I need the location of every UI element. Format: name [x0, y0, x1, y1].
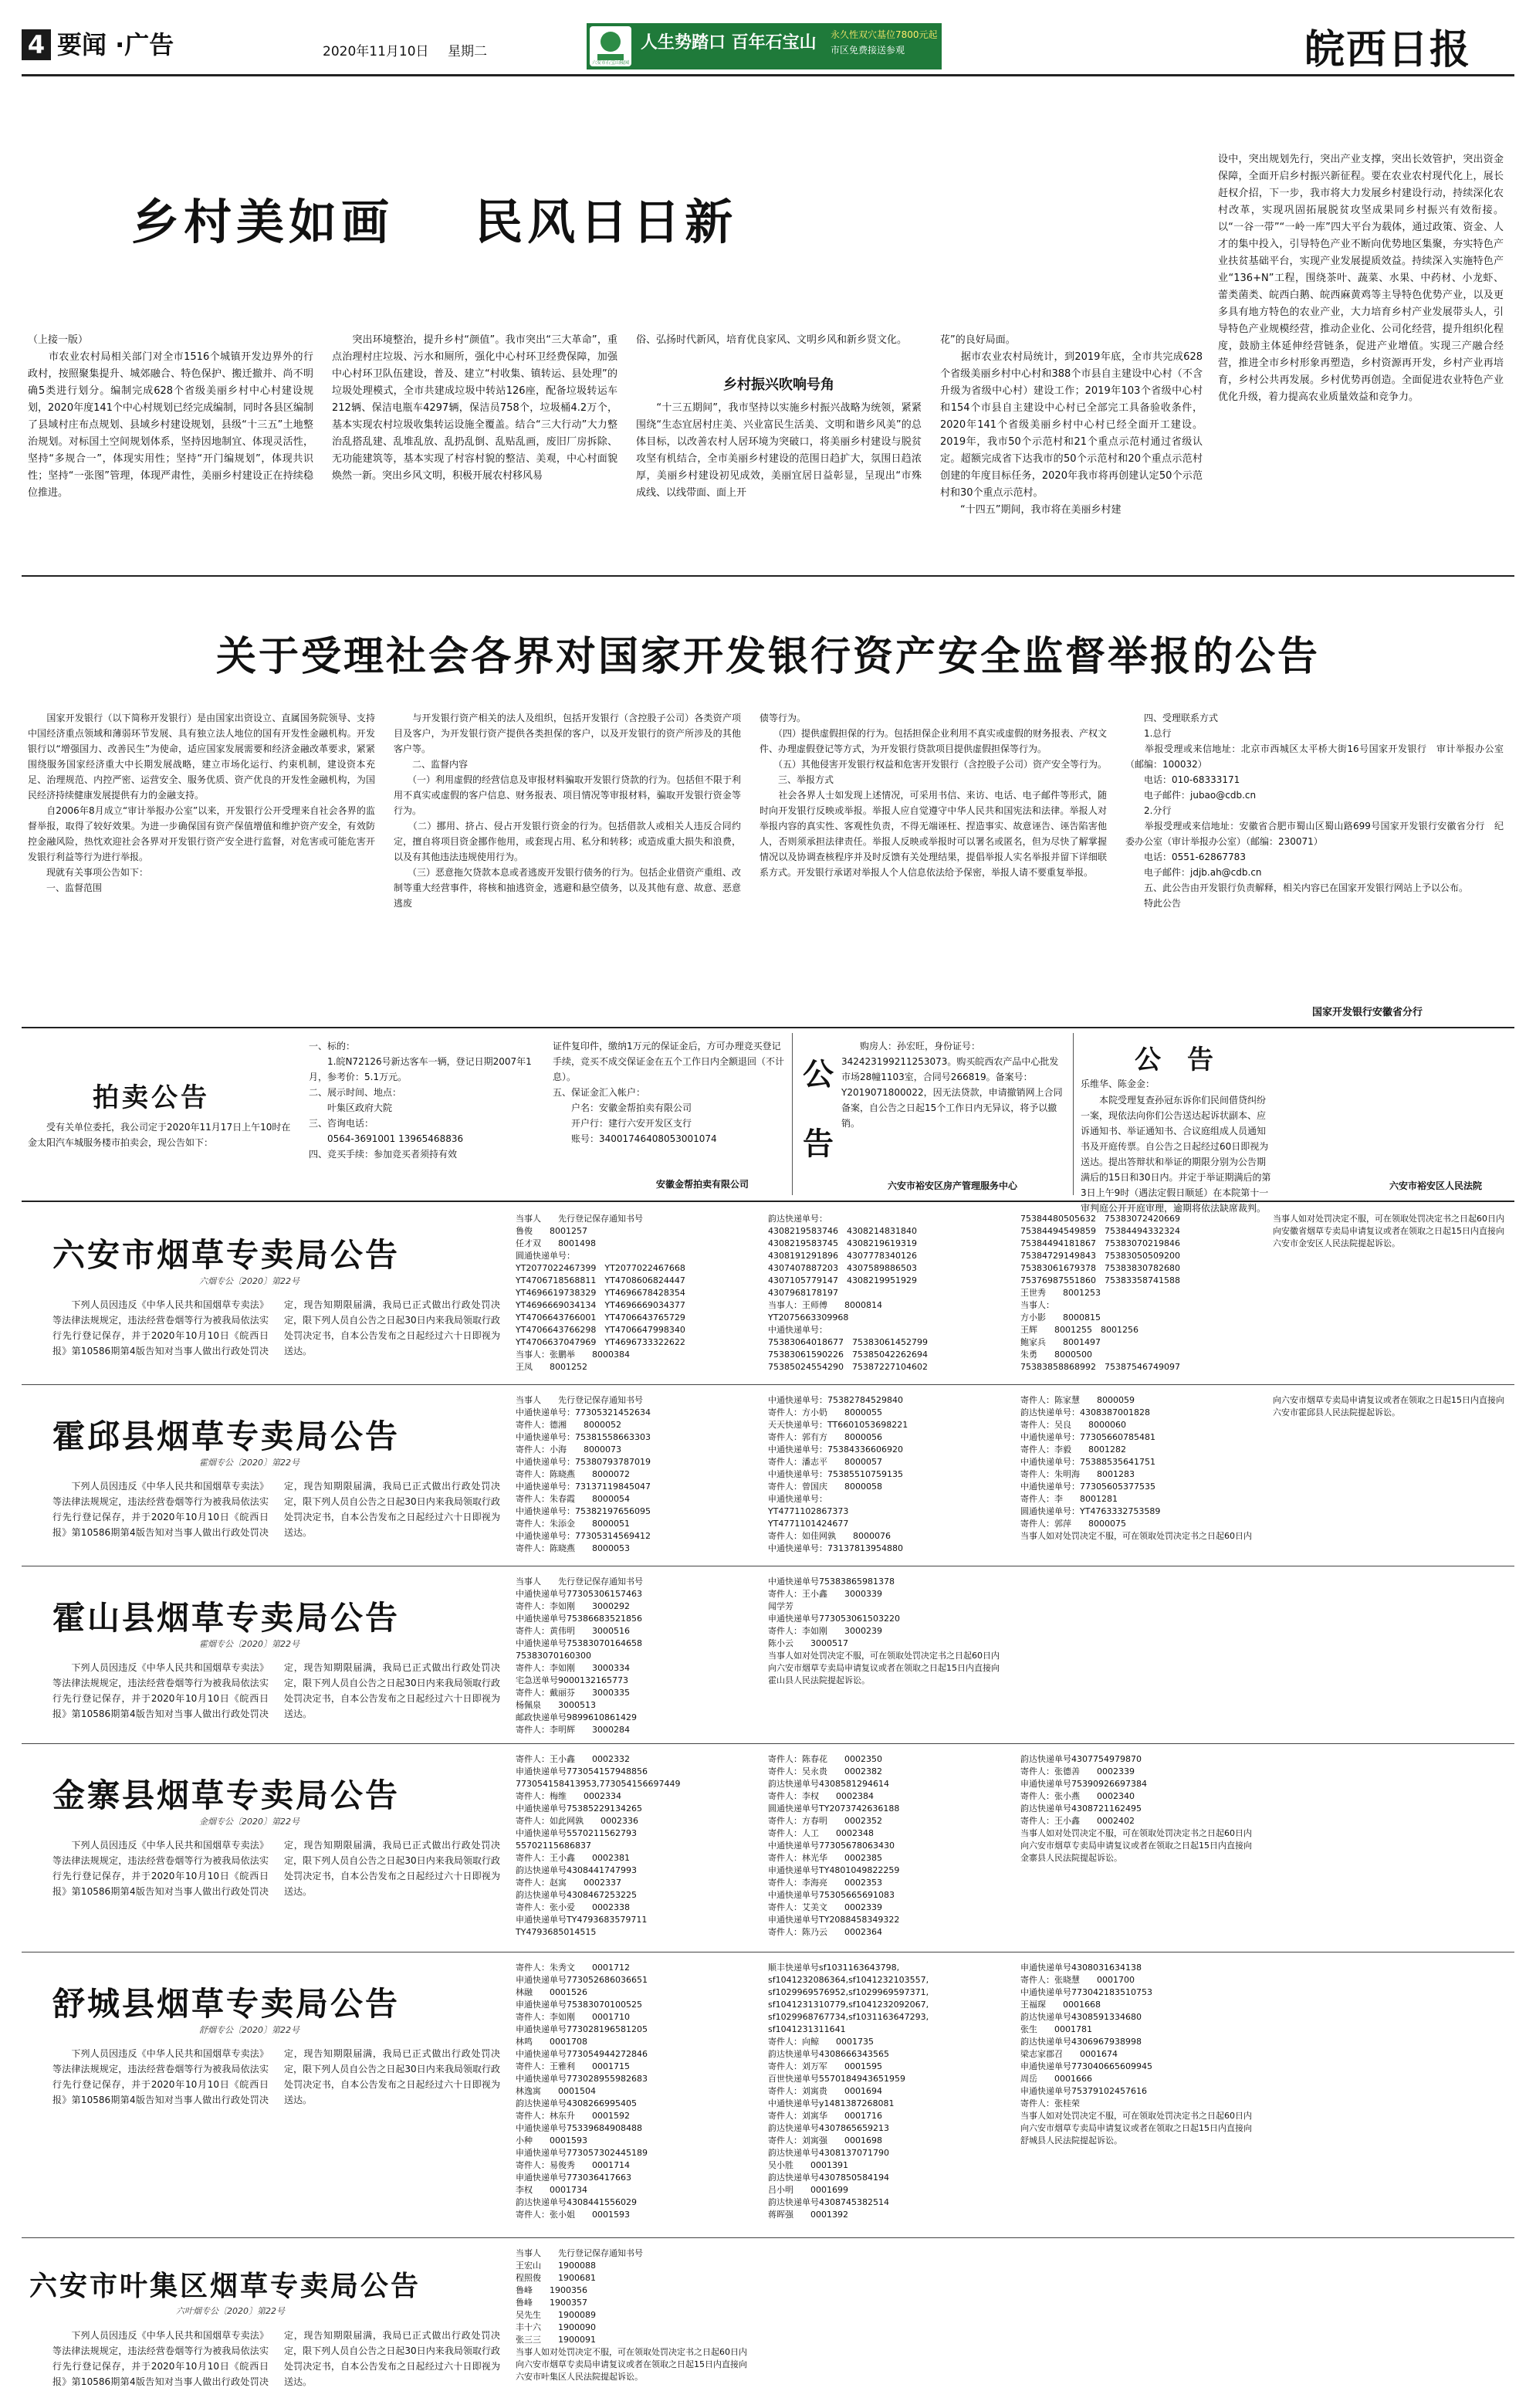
article-col-3-body: “十三五期间”，我市坚持以实施乡村振兴战略为统领，紧紧围绕“生态宜居村庄美、兴业富民生活美、文明和谐乡风美”的总体目标，以改善农村人居环境为突破口，将美丽乡村建设与脱贫攻坚有机结合，全市美丽乡村建设的范围日趋扩大，氛围日趋浓厚，美丽乡村建设初见成效，美丽宜居日益彰显，呈现出“市殊成线、以线带面、面上开 [636, 402, 922, 499]
tobacco-list: 寄件人：朱秀文 0001712 申通快递单号773052686036651 林融 0001526 申通快递单号75383070100525 寄件人：李如刚 0001710 申通快递单号773028196581205 林鸣 0001708 中通快递单号773054944272846 寄件人：王雅利 0001715 中通快递单号773028955982683 林逸寓 0001504 韵达快递单号4308266995405 寄件人：林东升 0001592 中通快递单号75339684908488 小种 0001593 申通快递单号773057302445189 寄件人：易俊秀 0001714 申通快递单号773036417663 李权 0001734 韵达快递单号4308441556029 寄件人：张小姐 0001593 顺丰快递单号sf1031163643798, sf1041232086364,sf1041232103557, sf1029969576952,sf1029969597371, sf1041231310779,sf1041232092067, sf1029968767734,sf1031163647293, sf1041231311641 寄件人：向鲸 0001735 韵达快递单号4308666343565 寄件人：刘万军 0001595 百世快递单号5570184943651959 寄件人：刘寓贵 0001694 中通快递单号y1481387268081 寄件人：刘寓华 0001716 韵达快递单号4307865659213 寄件人：刘寓强 0001698 韵达快递单号4308137071790 吴小胜 0001391 韵达快递单号4307850584194 吕小明 0001699 韵达快递单号4308745382514 蒋晖强 0001392 申通快递单号4308031634138 寄件人：张晓慧 0001700 中通快递单号773042183510753 王福琛 0001668 韵达快递单号4308591334680 张生 0001781 韵达快递单号4306967938998 梁志家郡召 0001674 申通快递单号773040665609945 周岳 0001666 申通快递单号75379102457616 寄件人：张桂荣 当事人如对处罚决定不服，可在领取处罚决定书之日起60日内向六安市烟草专卖局申请复议或者在领取之日起15日内直接向舒城县人民法院提起诉讼。 [516, 1963, 1252, 2220]
tobacco-notice [22, 1571, 1514, 1741]
tobacco-title: 六安市叶集区烟草专卖局公告 [29, 2271, 421, 2302]
tobacco-title: 霍山县烟草专卖局公告 [52, 1599, 401, 1637]
tobacco-lead: 下列人员因违反《中华人民共和国烟草专卖法》等法律法规规定，违法经营卷烟等行为被我局依法实行先行登记保存，并于2020年10月10日《皖西日报》第10586期第4版告知对当事人做出行政处罚决定，现告知期限届满，我局已正式做出行政处罚决定，限下列人员自公告之日起30日内来我局领取行政处罚决定书，自本公告发布之日起经过六十日即视为送达。 [52, 1481, 500, 1538]
tobacco-list: 寄件人：王小鑫 0002332 申通快递单号773054157948856 773054158413953,773054156697449 寄件人：梅维 0002334 中通快递单号75385229134265 寄件人：如此网孰 0002336 中通快递单号5570211562793 55702115686837 寄件人：王小鑫 0002381 韵达快递单号4308441747993 寄件人：赵寓 0002337 韵达快递单号4308467253225 寄件人：张小爱 0002338 申通快递单号TY4793683579711 TY4793685014515 寄件人：陈春花 0002350 寄件人：吴永贵 0002382 韵达快递单号4308581294614 寄件人：李权 0002384 圆通快递单号TY2073742636188 寄件人：方春明 0002352 寄件人：人工 0002348 中通快递单号77305678063430 寄件人：林光华 0002385 申通快递单号TY4801049822259 寄件人：李海亮 0002353 中通快递单号75305665691083 寄件人：艾美文 0002339 申通快递单号TY2088458349322 寄件人：陈乃云 0002364 韵达快递单号4307754979870 寄件人：张德善 0002339 申通快递单号75390926697384 寄件人：张小燕 0002340 韵达快递单号4308721162495 寄件人：王小鑫 0002402 当事人如对处罚决定不服，可在领取处罚决定书之日起60日内向六安市烟草专卖局申请复议或者在领取之日起15日内直接向金寨县人民法院提起诉讼。 [516, 1754, 1252, 1937]
tobacco-divider [22, 1743, 1514, 1744]
tobacco-doc-number: 舒烟专公〔2020〕第22号 [199, 2025, 299, 2035]
tobacco-divider [22, 1384, 1514, 1385]
masthead-rule [22, 74, 1514, 76]
tobacco-lead: 下列人员因违反《中华人民共和国烟草专卖法》等法律法规规定，违法经营卷烟等行为被我局依法实行先行登记保存，并于2020年10月10日《皖西日报》第10586期第4版告知对当事人做出行政处罚决定，现告知期限届满，我局已正式做出行政处罚决定，限下列人员自公告之日起30日内来我局领取行政处罚决定书，自本公告发布之日起经过六十日即视为送达。 [52, 1662, 500, 1719]
auction-intro: 受有关单位委托，我公司定于2020年11月17日上午10时在金太阳汽车城服务楼市拍卖会，现公告如下： [28, 1122, 291, 1148]
auction-body-2: 证件复印件，缴纳1万元的保证金后，方可办理竞买登记手续，竞买不成交保证金在五个工作日内全额退回（不计息）。 五、保证金汇入帐户： 户名：安徽金帮拍卖有限公司 开户行：建行六安开发区支行 账号：34001746408053001074 [553, 1041, 785, 1144]
tobacco-divider [22, 2237, 1514, 2238]
tobacco-notice [22, 1957, 1514, 2235]
tobacco-list: 当事人 先行登记保存通知书号 鲁俊 8001257 任才双 8001498 圆通快递单号： YT2077022467399 YT2077022467668 YT4706718568811 YT4708606824447 YT4696619738329 YT4696678428354 YT4696669034134 YT4696669034377 YT4706643766001 YT4706643765729 YT4706643766298 YT4706647998340 YT4706637047969 YT4696733322622 当事人：张鹏举 8000384 王凤 8001252 韵达快递单号： 4308219583746 4308214831840 4308219583745 4308219619319 4308191291896 4307778340126 4307407887203 4307589886503 4307105779147 4308219951929 4307968178197 当事人：王师傅 8000814 YT2075663309968 中通快递单号： 75383064018677 75383061452799 75383061590226 75385042262694 75385024554290 75387227104602 75384480505632 75383072420669 75384494549859 75384494332324 75384494181867 75383070219846 75384729149843 75383050509200 75383061679378 75383830782680 75376987551860 75383358741588 王世秀 8001253 当事人： 方小影 8000815 王辉 8001255 8001256 鲍家兵 8001497 朱勇 8000500 75383858868992 75387546749097 当事人如对处罚决定不服，可在领取处罚决定书之日起60日内向安徽省烟草专卖局申请复议或者在领取之日起15日内直接向六安市金安区人民法院提起诉讼。 [516, 1214, 1504, 1372]
tobacco-list: 当事人 先行登记保存通知书号 王宏山 1900088 程照俊 1900681 鲁峰 1900356 鲁峰 1900357 吴先生 1900089 丰十六 1900090 张三三 1900091 当事人如对处罚决定不服，可在领取处罚决定书之日起60日内向六安市烟草专卖局申请复议或者在领取之日起15日内直接向六安市叶集区人民法院提起诉讼。 [516, 2248, 747, 2382]
tobacco-doc-number: 六叶烟专公〔2020〕第22号 [176, 2306, 285, 2316]
notice2-signature: 六安市裕安区房产管理服务中心 [888, 1180, 1018, 1191]
masthead [0, 0, 1536, 77]
issue-date: 2020年11月10日 [323, 44, 429, 59]
tobacco-doc-number: 六烟专公〔2020〕第22号 [199, 1276, 299, 1286]
notice2-body: 购房人：孙宏旺，身份证号：342423199211253073。购买皖西农产品中心批发市场28幢1103室，合同号266819。备案号：Y2019071800022，因无法贷款，申请撤销网上合同备案，自公告之日起15个工作日内无异议，将予以撤销。 [841, 1041, 1063, 1129]
section-rule-3 [22, 1201, 1514, 1202]
notice-col-2: 与开发银行资产相关的法人及组织，包括开发银行（含控股子公司）各类资产项目及客户，为开发银行资产提供各类担保的客户，以及开发银行的资产所涉及的其他客户等。 二、监督内容 （一）利用虚假的经营信息及审报材料骗取开发银行贷款的行为。包括但不限于利用不真实或虚假的客户信息、财务报表、项目情况等审报材料，骗取开发银行资金等行为。 （二）挪用、挤占、侵占开发银行资金的行为。包括借款人或相关人违反合同约定，擅自将项目资金挪作他用，或套现占用、私分和转移；或造成重大损失和浪费，以及有其他违法违规使用行为。 （三）恶意拖欠贷款本息或者逃废开发银行债务的行为。包括企业借资产重组、改制等重大经营事件，将核和抽逃资金，逃避和悬空债务，以及其他有意、故意、恶意逃废 [394, 713, 742, 909]
auction-body: 一、标的： 1.皖N72126号新达客车一辆，登记日期2007年1月，参考价：5.1万元。 二、展示时间、地点： 叶集区政府大院 三、咨询电话： 0564-3691001 13965468836 四、竞买手续：参加竞买者须持有效 [309, 1041, 532, 1160]
tobacco-lead: 下列人员因违反《中华人民共和国烟草专卖法》等法律法规规定，违法经营卷烟等行为被我局依法实行先行登记保存，并于2020年10月10日《皖西日报》第10586期第4版告知对当事人做出行政处罚决定，现告知期限届满，我局已正式做出行政处罚决定，限下列人员自公告之日起30日内来我局领取行政处罚决定书，自本公告发布之日起经过六十日即视为送达。 [52, 1840, 500, 1897]
notice3-body-cont [1281, 1038, 1505, 1177]
banner-logo-text: 六安市石宝山陵园 [591, 60, 629, 66]
section-rule-2 [22, 1027, 1514, 1028]
headline-right: 民风日日新 [475, 194, 738, 250]
tobacco-doc-number: 霍烟专公〔2020〕第22号 [199, 1458, 299, 1468]
article-col-4: 花”的良好局面。 据市农业农村局统计，到2019年底，全市共完成628个省级美丽乡村中心村和388个市县自主建设中心村（不含升级为省级中心村）建设工作；2019年103个省级中心村和154个市县自主建设中心村已全部完工具备验收条件，2020年141个省级美丽乡村中心村已经全面开工建设。2019年，我市50个示范村和21个重点示范村通过省级认定。超额完成省下达我市的50个示范村和20个重点示范村创建的年度目标任务，2020年我市将再创建认定50个示范村和30个重点示范村。 “十四五”期间，我市将在美丽乡村建 [940, 334, 1203, 516]
article-headline [131, 184, 737, 252]
tobacco-doc-number: 金烟专公〔2020〕第22号 [199, 1817, 299, 1827]
notice2-label-b: 告 [803, 1126, 834, 1162]
notice3-signature: 六安市裕安区人民法院 [1389, 1180, 1483, 1191]
notice3-body: 本院受理复查孙冠东诉你们民间借贷纠纷一案，现依法向你们公告送达起诉状副本、应诉通知书、举证通知书、合议庭组成人员通知书及开庭传票。自公告之日起经过60日即视为送达。提出答辩状和举证的期限分别为公告期满后的15日和30日内。并定于举证期满后的第3日上午9时（遇法定假日顺延）在本院第十一审判庭公开开庭审理，逾期将依法缺席裁判。 [1081, 1095, 1271, 1214]
banner-price: 永久性双穴基位7800元起 [831, 29, 938, 40]
tobacco-notice [22, 1390, 1514, 1563]
tobacco-notice [22, 2243, 1514, 2401]
tobacco-notice [22, 1749, 1514, 1949]
article-col-5: 设中，突出规划先行，突出产业支撑，突出长效管护，突出资金保障，全面开启乡村振兴新征程。要在农业农村现代化上，展长赶权介招，下一步，我市将大力发展乡村建设行动，持续深化农村改革，实现巩固拓展脱贫攻坚成果同乡村振兴有效衔接。以“一谷一带”“一岭一库”四大平台为载体，通过政策、资金、人才的集中投入，引导特色产业不断向优势地区集聚，夯实特色产业扶贫基础平台，实现产业发展提质效益。持续深入实施特色产业“136+N”工程，围绕茶叶、蔬菜、水果、中药材、小龙虾、蕾类菌类、皖西白鹅、皖西麻黄鸡等主导特色优势产业，以及更多具有地方特色的农业产业，大力培育乡村产业发展带头人，引导特色产业规模经营，推动企业化、公司化经营，提升组织化程度，鼓励主体延伸经营链条，促进产业增值。实现三产融合经营，推进全市乡村形象再塑造，乡村资源再开发，乡村产业再培育，乡村公共再发展。乡村优势再创造。全面促进农业特色产业优化升级，着力提高农业质量效益和竞争力。 [1218, 154, 1504, 403]
notice-col-1: 国家开发银行（以下简称开发银行）是由国家出资设立、直属国务院领导、支持中国经济重点领域和薄弱环节发展、具有独立法人地位的国有开发性金融机构。开发银行以“增强国力、改善民生”为使命，适应国家发展需要和经济金融改革要求，紧紧围绕服务国家经济重大中长期发展战略，建立市场化运行、约束机制，建设资本充足、治理规范、内控严密、运营安全、服务优质、资产优良的开发性金融机构，为国民经济持续健康发展提供有力的金融支持。 自2006年8月成立“审计举报办公室”以来，开发银行公开受理来自社会各界的监督举报，取得了较好效果。为进一步确保国有资产保值增值和维护资产安全，有效防控金融风险，热忱欢迎社会各界对开发银行资产安全进行监督，对危害或可能危害开发银行利益等行为进行举报。 现就有关事项公告如下： 一、监督范围 [28, 713, 375, 893]
tobacco-list: 当事人 先行登记保存通知书号 中通快递单号77305306157463 寄件人：李如刚 3000292 中通快递单号75386683521856 寄件人：黄伟明 3000516 中通快递单号75383070164658 75383070160300 寄件人：李如刚 3000334 宅急送单号9000132165773 寄件人：戴丽芬 3000335 杨佩泉 3000513 邮政快递单号9899610861429 寄件人：李明辉 3000284 中通快递单号75383865981378 寄件人：王小鑫 3000339 闻学芳 申通快递单号773053061503220 寄件人：李如刚 3000239 陈小云 3000517 当事人如对处罚决定不服，可在领取处罚决定书之日起60日内向六安市烟草专卖局申请复议或者在领取之日起15日内直接向霍山县人民法院提起诉讼。 [516, 1577, 1000, 1735]
newspaper-name: 皖西日报 [1304, 26, 1472, 73]
auction-title: 拍卖公告 [93, 1082, 210, 1113]
tobacco-title: 舒城县烟草专卖局公告 [52, 1985, 401, 2023]
tobacco-lead: 下列人员因违反《中华人民共和国烟草专卖法》等法律法规规定，违法经营卷烟等行为被我局依法实行先行登记保存，并于2020年10月10日《皖西日报》第10586期第4版告知对当事人做出行政处罚决定，现告知期限届满，我局已正式做出行政处罚决定，限下列人员自公告之日起30日内来我局领取行政处罚决定书，自本公告发布之日起经过六十日即视为送达。 [52, 2330, 500, 2387]
tobacco-title: 六安市烟草专卖局公告 [52, 1236, 401, 1274]
tobacco-title: 金寨县烟草专卖局公告 [52, 1776, 401, 1814]
tobacco-lead: 下列人员因违反《中华人民共和国烟草专卖法》等法律法规规定，违法经营卷烟等行为被我局依法实行先行登记保存，并于2020年10月10日《皖西日报》第10586期第4版告知对当事人做出行政处罚决定，现告知期限届满，我局已正式做出行政处罚决定，限下列人员自公告之日起30日内来我局领取行政处罚决定书，自本公告发布之日起经过六十日即视为送达。 [52, 2048, 500, 2105]
page-number-badge: 4 [22, 29, 51, 60]
divider-notice2 [1073, 1033, 1074, 1195]
auction-signature: 安徽金帮拍卖有限公司 [656, 1179, 749, 1190]
tobacco-title: 霍邱县烟草专卖局公告 [52, 1417, 401, 1455]
ad-banner [587, 23, 942, 69]
notice3-label: 公 告 [1135, 1045, 1213, 1075]
notice-title: 关于受理社会各界对国家开发银行资产安全监督举报的公告 [215, 634, 1320, 680]
article-col-2: 突出环境整治，提升乡村“颜值”。我市突出“三大革命”，重点治理村庄垃圾、污水和厕所，强化中心村环卫经费保障，加强中心村环卫队伍建设，普及、建立“村收集、镇转运、县处理”的垃圾处理模式，全市共建成垃圾中转站126座，配备垃圾转运车212辆、保洁电瓶车4297辆，保洁员758个，垃圾桶4.2万个，基本实现农村垃圾收集转运设施全覆盖。结合“三大行动”大力整治乱搭乱建、乱堆乱放、乱扔乱倒、乱贴乱画，废旧厂房拆除、无功能建筑等，基本实现了村容村貌的整洁、美观，中心村面貌焕然一新。突出乡风文明，积极开展农村移风易 [332, 334, 617, 482]
article-col-3-lead: 俗、弘扬时代新风，培育优良家风、文明乡风和新乡贤文化。 [636, 334, 908, 346]
headline-left: 乡村美如画 [131, 194, 394, 250]
article-col-1: （上接一版） 市农业农村局相关部门对全市1516个城镇开发边界外的行政村，按照聚集提升、城郊融合、特色保护、搬迁撤并、尚不明确5类进行划分。编制完成628个省级美丽乡村中心村建设规划，2020年度141个中心村规划已经完成编制，同时各县区编制了县域村庄布点规划、县域乡村建设规划，县级“十三五”土地整治规划。对标国土空间规划体系，坚持因地制宜、体现灵活性，坚持“多规合一”，体现实用性；坚持“开门编规划”，体现共识性；坚持“一张图”管理，体现严肃性，美丽乡村建设正在持续稳位推进。 [28, 334, 313, 499]
article-subhead: 乡村振兴吹响号角 [723, 377, 834, 393]
notice2-label-a: 公 [803, 1057, 834, 1092]
banner-shuttle: 市区免费接送参观 [831, 45, 905, 56]
tobacco-lead: 下列人员因违反《中华人民共和国烟草专卖法》等法律法规规定，违法经营卷烟等行为被我局依法实行先行登记保存，并于2020年10月10日《皖西日报》第10586期第4版告知对当事人做出行政处罚决定，现告知期限届满，我局已正式做出行政处罚决定，限下列人员自公告之日起30日内来我局领取行政处罚决定书，自本公告发布之日起经过六十日即视为送达。 [52, 1299, 500, 1356]
issue-weekday: 星期二 [448, 44, 487, 59]
notice3-addressee: 乐维华、陈金金： [1081, 1079, 1155, 1089]
notice-signature: 国家开发银行安徽省分行 [1312, 1007, 1423, 1018]
notice-col-3: 债等行为。 （四）提供虚假担保的行为。包括担保企业利用不真实或虚假的财务报表、产权文件、办理虚假登记等方式，为开发银行贷款项目提供虚假担保等行为。 （五）其他侵害开发银行权益和危害开发银行（含控股子公司）资产安全等行为。 三、举报方式 社会各界人士如发现上述情况，可采用书信、来访、电话、电子邮件等形式，随时向开发银行反映或举报。举报人应自觉遵守中华人民共和国宪法和法律。举报人对举报内容的真实性、客观性负责，不得无端诬枉、捏造事实、故意诬告、诬告陷害他人，否则须承担法律责任。举报人反映或举报时可以署名或匿名，但为尽快了解掌握情况以及协调查核程序并及时反馈有关处理结果，提倡举报人实名举报并留下详细联系方式。开发银行承诺对举报人个人信息依法给予保密，举报人请不要重复举报。 [760, 713, 1108, 878]
divider-auction [792, 1033, 793, 1195]
tobacco-notice [22, 1208, 1514, 1382]
notice-col-4: 四、受理联系方式 1.总行 举报受理或来信地址：北京市西城区太平桥大街16号国家开发银行 审计举报办公室（邮编：100032） 电话：010-68333171 电子邮件：jubao@cdb.cn 2.分行 举报受理或来信地址：安徽省合肥市蜀山区蜀山路699号国家开发银行安徽省分行 纪委办公室（审计举报办公室）（邮编：230071） 电话：0551-62867783 电子邮件：jdjb.ah@cdb.cn 五、此公告由开发银行负责解释，相关内容已在国家开发银行网站上予以公布。 特此公告 [1125, 713, 1504, 909]
banner-slogan: 人生势踏口 百年石宝山 [641, 33, 817, 52]
tobacco-list: 当事人 先行登记保存通知书号 中通快递单号：77305321452634 寄件人：德湘 8000052 中通快递单号：75381558663303 寄件人：小海 8000073 中通快递单号：75380793787019 寄件人：陈晓燕 8000072 中通快递单号：73137119845047 寄件人：朱春霞 8000054 中通快递单号：75382197656095 寄件人：朱添金 8000051 中通快递单号：77305314569412 寄件人：陈晓燕 8000053 中通快递单号：75382784529840 寄件人：方小奶 8000055 天天快递单号：TT6601053698221 寄件人：郭有方 8000056 中通快递单号：75384336606920 寄件人：潘志平 8000057 中通快递单号：75385510759135 寄件人：曾国庆 8000058 申通快递单号： YT4771102867373 YT4771101424677 寄件人：如佳网孰 8000076 中通快递单号：73137813954880 寄件人：陈家慧 8000059 韵达快递单号：4308387001828 寄件人：吴良 8000060 中通快递单号：77305660785481 寄件人：李毅 8001282 中通快递单号：75388535641751 寄件人：朱明海 8001283 中通快递单号：77305605377535 寄件人：李 8001281 圆通快递单号：YT4763332753589 寄件人：郭萍 8000075 当事人如对处罚决定不服，可在领取处罚决定书之日起60日内向六安市烟草专卖局申请复议或者在领取之日起15日内直接向六安市霍邱县人民法院提起诉讼。 [516, 1395, 1504, 1553]
section-rule-1 [22, 575, 1514, 577]
article-col-3 [636, 332, 922, 564]
section-title: 要闻 ·广告 [57, 30, 174, 59]
tobacco-doc-number: 霍烟专公〔2020〕第22号 [199, 1639, 299, 1649]
